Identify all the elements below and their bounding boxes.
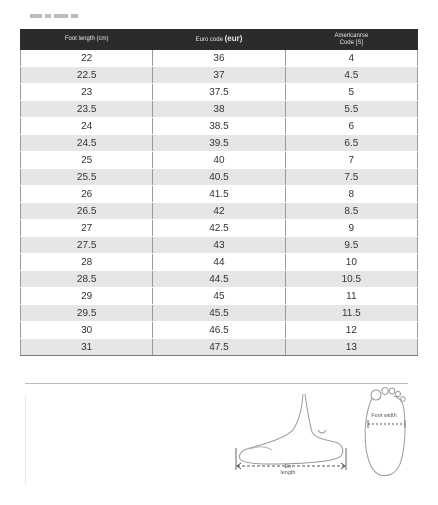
foot-length-cell: 22.5 bbox=[21, 67, 153, 84]
table-row bbox=[21, 254, 418, 271]
header-euro-code bbox=[153, 30, 285, 50]
foot-length-cell: 28 bbox=[21, 254, 153, 271]
american-code-cell: 6.5 bbox=[285, 135, 417, 152]
american-code-cell: 8.5 bbox=[285, 203, 417, 220]
euro-code-cell: 47.5 bbox=[153, 339, 285, 356]
table-row bbox=[21, 118, 418, 135]
foot-length-cell: 28.5 bbox=[21, 271, 153, 288]
euro-code-cell: 45.5 bbox=[153, 305, 285, 322]
size-chart-table bbox=[20, 29, 418, 356]
header-foot-length-label: Foot length (cm) bbox=[64, 36, 109, 42]
foot-measurement-illustration bbox=[0, 386, 438, 500]
foot-length-cell: 25.5 bbox=[21, 169, 153, 186]
american-code-cell: 4.5 bbox=[285, 67, 417, 84]
foot-length-cell: 26 bbox=[21, 186, 153, 203]
width-arrow-icon bbox=[368, 420, 405, 428]
length-label-line1: En bbox=[284, 464, 292, 470]
american-code-cell: 13 bbox=[285, 339, 417, 356]
euro-code-cell: 41.5 bbox=[153, 186, 285, 203]
header-euro-unit: (eur) bbox=[224, 34, 243, 43]
table-row bbox=[21, 339, 418, 356]
american-code-cell: 6 bbox=[285, 118, 417, 135]
table-row bbox=[21, 101, 418, 118]
table-row bbox=[21, 305, 418, 322]
length-label bbox=[276, 464, 300, 476]
header-american-line1: American bbox=[334, 32, 360, 39]
american-code-cell: 10 bbox=[285, 254, 417, 271]
table-header-row bbox=[21, 30, 418, 50]
foot-top-view-icon bbox=[365, 388, 405, 476]
corner-mark bbox=[30, 14, 80, 20]
euro-code-cell: 42 bbox=[153, 203, 285, 220]
header-euro-label: Euro code bbox=[195, 37, 223, 43]
foot-length-cell: 23.5 bbox=[21, 101, 153, 118]
foot-drawing bbox=[0, 386, 438, 500]
foot-length-cell: 23 bbox=[21, 84, 153, 101]
table-row bbox=[21, 237, 418, 254]
header-american-line1-overlap: rse bbox=[359, 32, 369, 39]
american-code-cell: 5 bbox=[285, 84, 417, 101]
table-row bbox=[21, 135, 418, 152]
euro-code-cell: 36 bbox=[153, 50, 285, 67]
american-code-cell: 4 bbox=[285, 50, 417, 67]
euro-code-cell: 44 bbox=[153, 254, 285, 271]
foot-length-cell: 24 bbox=[21, 118, 153, 135]
table-row bbox=[21, 152, 418, 169]
table-row bbox=[21, 84, 418, 101]
american-code-cell: 11 bbox=[285, 288, 417, 305]
euro-code-cell: 45 bbox=[153, 288, 285, 305]
table-row bbox=[21, 220, 418, 237]
american-code-cell: 10.5 bbox=[285, 271, 417, 288]
table-row bbox=[21, 271, 418, 288]
euro-code-cell: 46.5 bbox=[153, 322, 285, 339]
foot-length-cell: 27 bbox=[21, 220, 153, 237]
width-label: Foot width bbox=[371, 413, 397, 419]
foot-length-cell: 25 bbox=[21, 152, 153, 169]
foot-length-cell: 26.5 bbox=[21, 203, 153, 220]
euro-code-cell: 39.5 bbox=[153, 135, 285, 152]
foot-side-view-icon bbox=[239, 394, 342, 464]
table-row bbox=[21, 50, 418, 67]
foot-length-cell: 31 bbox=[21, 339, 153, 356]
table-row bbox=[21, 67, 418, 84]
euro-code-cell: 37 bbox=[153, 67, 285, 84]
american-code-cell: 9.5 bbox=[285, 237, 417, 254]
table-row bbox=[21, 322, 418, 339]
american-code-cell: 7.5 bbox=[285, 169, 417, 186]
euro-code-cell: 42.5 bbox=[153, 220, 285, 237]
foot-length-cell: 29.5 bbox=[21, 305, 153, 322]
euro-code-cell: 44.5 bbox=[153, 271, 285, 288]
header-american-line2-overlap: [S] bbox=[355, 39, 363, 46]
table-row bbox=[21, 186, 418, 203]
table-row bbox=[21, 288, 418, 305]
foot-length-cell: 24.5 bbox=[21, 135, 153, 152]
euro-code-cell: 38.5 bbox=[153, 118, 285, 135]
euro-code-cell: 43 bbox=[153, 237, 285, 254]
euro-code-cell: 37.5 bbox=[153, 84, 285, 101]
euro-code-cell: 38 bbox=[153, 101, 285, 118]
foot-length-cell: 29 bbox=[21, 288, 153, 305]
table-row bbox=[21, 203, 418, 220]
american-code-cell: 12 bbox=[285, 322, 417, 339]
american-code-cell: 8 bbox=[285, 186, 417, 203]
american-code-cell: 5.5 bbox=[285, 101, 417, 118]
american-code-cell: 9 bbox=[285, 220, 417, 237]
foot-length-cell: 22 bbox=[21, 50, 153, 67]
section-divider bbox=[25, 383, 408, 384]
header-foot-length bbox=[21, 30, 153, 50]
euro-code-cell: 40 bbox=[153, 152, 285, 169]
length-label-line2: length bbox=[280, 470, 296, 476]
american-code-cell: 7 bbox=[285, 152, 417, 169]
header-american-code bbox=[285, 30, 417, 50]
foot-length-cell: 27.5 bbox=[21, 237, 153, 254]
table-row bbox=[21, 169, 418, 186]
american-code-cell: 11.5 bbox=[285, 305, 417, 322]
header-american-line2: Code bbox=[339, 39, 354, 46]
euro-code-cell: 40.5 bbox=[153, 169, 285, 186]
foot-length-cell: 30 bbox=[21, 322, 153, 339]
